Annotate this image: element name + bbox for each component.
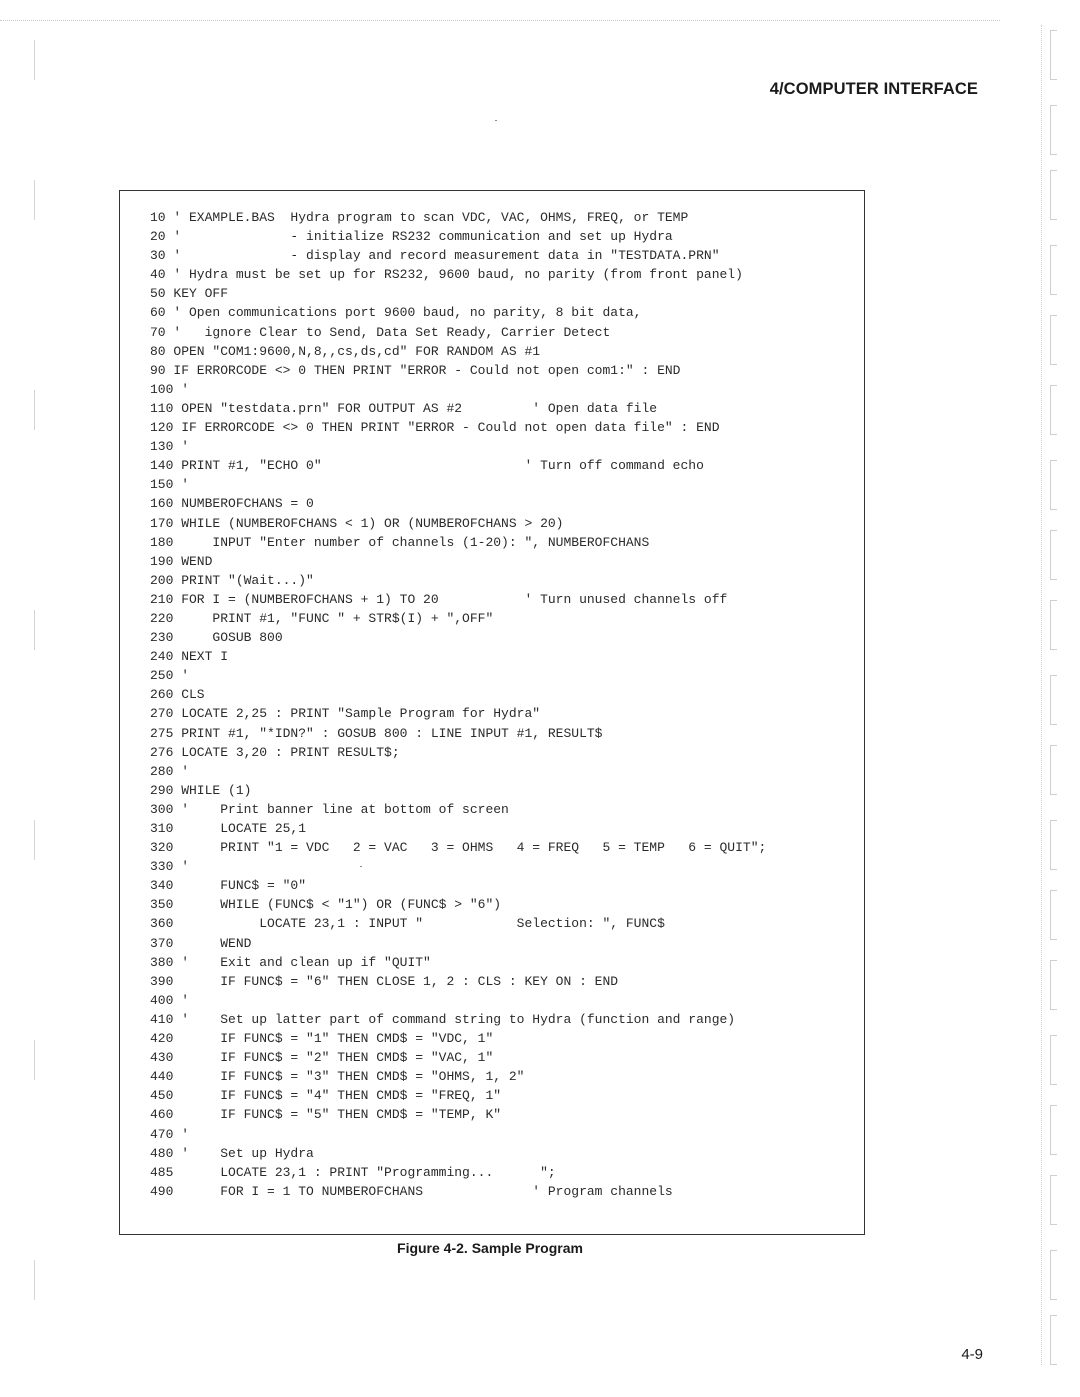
code-line: 210 FOR I = (NUMBEROFCHANS + 1) TO 20 ' Turn unused channels off (150, 591, 728, 607)
code-line: 250 ' (150, 668, 190, 684)
code-line: 80 OPEN "COM1:9600,N,8,,cs,ds,cd" FOR RANDOM AS #1 (150, 343, 541, 359)
code-line: 100 ' (150, 381, 190, 397)
code-line: 120 IF ERRORCODE <> 0 THEN PRINT "ERROR - Could not open data file" : END (150, 420, 720, 436)
code-line: 230 GOSUB 800 (150, 630, 283, 646)
scan-speck (495, 120, 497, 121)
code-line: 290 WHILE (1) (150, 782, 252, 798)
code-line: 275 PRINT #1, "*IDN?" : GOSUB 800 : LINE INPUT #1, RESULT$ (150, 725, 603, 741)
code-line: 310 LOCATE 25,1 (150, 821, 307, 836)
code-line: 130 ' (150, 439, 190, 455)
section-header: 4/COMPUTER INTERFACE (769, 80, 978, 98)
code-line: 220 PRINT #1, "FUNC " + STR$(I) + ",OFF" (150, 610, 494, 626)
code-line: 50 KEY OFF (150, 286, 229, 302)
code-line: 485 LOCATE 23,1 : PRINT "Programming... "; (150, 1164, 556, 1180)
code-line: 390 IF FUNC$ = "6" THEN CLOSE 1, 2 : CLS : KEY ON : END (150, 973, 619, 989)
code-line: 60 ' Open communications port 9600 baud, no parity, 8 bit data, (150, 305, 642, 321)
code-line: 440 IF FUNC$ = "3" THEN CMD$ = "OHMS, 1, 2" (150, 1069, 525, 1085)
code-listing (150, 208, 766, 1201)
scan-margin-marks-left (28, 30, 38, 1370)
code-line: 470 ' (150, 1126, 190, 1142)
code-line: 30 ' - display and record measurement data in "TESTDATA.PRN" (150, 248, 720, 264)
page-number: 4-9 (961, 1346, 983, 1363)
scan-edge-right (1041, 25, 1042, 1365)
scan-margin-marks-right (1050, 30, 1070, 1360)
code-line: 430 IF FUNC$ = "2" THEN CMD$ = "VAC, 1" (150, 1050, 494, 1066)
figure-caption: Figure 4-2. Sample Program (397, 1240, 583, 1256)
code-line: 330 ' (150, 859, 190, 875)
code-line: 300 ' Print banner line at bottom of screen (150, 801, 509, 817)
code-line: 420 IF FUNC$ = "1" THEN CMD$ = "VDC, 1" (150, 1031, 494, 1047)
code-line: 200 PRINT "(Wait...)" (150, 572, 314, 588)
code-line: 370 WEND (150, 935, 252, 951)
code-line: 490 FOR I = 1 TO NUMBEROFCHANS ' Program channels (150, 1183, 673, 1199)
code-listing-box (119, 190, 865, 1235)
code-line: 10 ' EXAMPLE.BAS Hydra program to scan VDC, VAC, OHMS, FREQ, or TEMP (150, 210, 689, 225)
code-line: 400 ' (150, 992, 190, 1008)
code-line: 480 ' Set up Hydra (150, 1145, 314, 1161)
code-line: 450 IF FUNC$ = "4" THEN CMD$ = "FREQ, 1" (150, 1088, 502, 1104)
code-line: 340 FUNC$ = "0" (150, 878, 307, 894)
figure-caption-container (0, 1240, 1080, 1256)
code-line: 320 PRINT "1 = VDC 2 = VAC 3 = OHMS 4 = FREQ 5 = TEMP 6 = QUIT"; (150, 840, 767, 856)
code-line: 240 NEXT I (150, 649, 229, 665)
code-line: 460 IF FUNC$ = "5" THEN CMD$ = "TEMP, K" (150, 1107, 502, 1123)
code-line: 170 WHILE (NUMBEROFCHANS < 1) OR (NUMBEROFCHANS > 20) (150, 515, 564, 531)
code-line: 180 INPUT "Enter number of channels (1-20): ", NUMBEROFCHANS (150, 534, 650, 550)
code-line: 380 ' Exit and clean up if "QUIT" (150, 954, 431, 970)
code-line: 40 ' Hydra must be set up for RS232, 9600 baud, no parity (from front panel) (150, 267, 743, 283)
code-line: 90 IF ERRORCODE <> 0 THEN PRINT "ERROR - Could not open com1:" : END (150, 362, 681, 378)
code-line: 110 OPEN "testdata.prn" FOR OUTPUT AS #2 ' Open data file (150, 400, 658, 416)
code-line: 260 CLS (150, 687, 205, 703)
code-line: 20 ' - initialize RS232 communication and set up Hydra (150, 229, 673, 245)
code-line: 140 PRINT #1, "ECHO 0" ' Turn off command echo (150, 458, 704, 474)
code-line: 276 LOCATE 3,20 : PRINT RESULT$; (150, 744, 400, 760)
code-line: 350 WHILE (FUNC$ < "1") OR (FUNC$ > "6") (150, 897, 502, 913)
code-line: 360 LOCATE 23,1 : INPUT " Selection: ", FUNC$ (150, 916, 665, 932)
code-line: 410 ' Set up latter part of command string to Hydra (function and range) (150, 1011, 736, 1027)
code-line: 150 ' (150, 477, 190, 493)
code-line: 190 WEND (150, 553, 213, 569)
code-line: 270 LOCATE 2,25 : PRINT "Sample Program for Hydra" (150, 706, 541, 722)
code-line: 280 ' (150, 763, 190, 779)
scan-edge-top (0, 20, 1000, 21)
code-line: 70 ' ignore Clear to Send, Data Set Ready, Carrier Detect (150, 324, 611, 340)
code-line: 160 NUMBEROFCHANS = 0 (150, 496, 314, 512)
